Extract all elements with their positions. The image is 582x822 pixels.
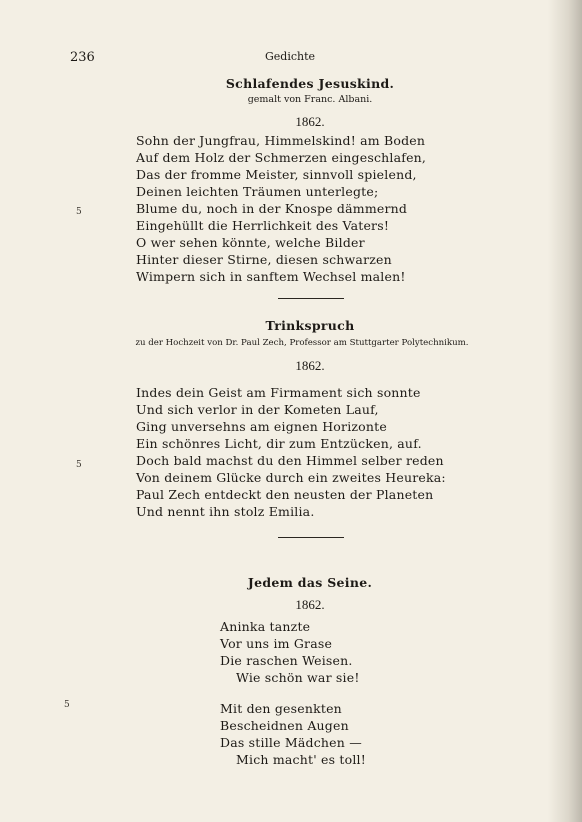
poem-2-verse [136,384,446,520]
verse-line: Mit den gesenkten [220,701,342,716]
verse-line: Auf dem Holz der Schmerzen eingeschlafen, [136,150,427,165]
verse-line: Mich macht' es toll! [236,752,366,767]
verse-line: Die raschen Weisen. [220,653,353,668]
page-edge-shadow [548,0,582,822]
verse-line: Doch bald machst du den Himmel selber reden [136,453,444,468]
verse-line: Deinen leichten Träumen unterlegte; [136,184,379,199]
verse-line: Und sich verlor in der Kometen Lauf, [136,402,379,417]
line-number-marker: 5 [76,460,82,470]
verse-line: Bescheidnen Augen [220,718,349,733]
verse-line: Hinter dieser Stirne, diesen schwarzen [136,252,392,267]
verse-line: Indes dein Geist am Firmament sich sonnte [136,385,421,400]
verse-line: Wimpern sich in sanftem Wechsel malen! [136,269,406,284]
poem-1-year: 1862. [295,114,325,129]
verse-line: O wer sehen könnte, welche Bilder [136,235,365,250]
verse-line: Sohn der Jungfrau, Himmelskind! am Boden [136,133,426,148]
poem-3-year: 1862. [295,597,325,612]
page-number: 236 [70,50,95,65]
poem-2-title: Trinkspruch [265,318,355,333]
verse-line: Wie schön war sie! [236,670,360,685]
stanza-break [220,686,366,700]
poem-1-title: Schlafendes Jesuskind. [225,76,395,91]
poem-1-verse [136,132,426,285]
poem-2-subtitle: zu der Hochzeit von Dr. Paul Zech, Professor am Stuttgarter Polytechnikum. [135,338,469,348]
section-divider [278,537,344,538]
poem-3-verse [220,618,366,768]
verse-line: Vor uns im Grase [220,636,333,651]
poem-2-year: 1862. [295,358,325,373]
poem-3-title: Jedem das Seine. [247,575,373,590]
verse-line: Ging unversehns am eignen Horizonte [136,419,387,434]
section-divider [278,298,344,299]
verse-line: Von deinem Glücke durch ein zweites Heureka: [136,470,446,485]
verse-line: Aninka tanzte [220,619,311,634]
verse-line: Und nennt ihn stolz Emilia. [136,504,315,519]
verse-line: Ein schönres Licht, dir zum Entzücken, auf. [136,436,422,451]
poem-1-subtitle: gemalt von Franc. Albani. [247,94,373,105]
verse-line: Paul Zech entdeckt den neusten der Planeten [136,487,434,502]
running-head: Gedichte [264,50,316,63]
verse-line: Blume du, noch in der Knospe dämmernd [136,201,408,216]
verse-line: Das stille Mädchen — [220,735,362,750]
line-number-marker: 5 [76,207,82,217]
line-number-marker: 5 [64,700,70,710]
verse-line: Das der fromme Meister, sinnvoll spielend, [136,167,417,182]
verse-line: Eingehüllt die Herrlichkeit des Vaters! [136,218,390,233]
